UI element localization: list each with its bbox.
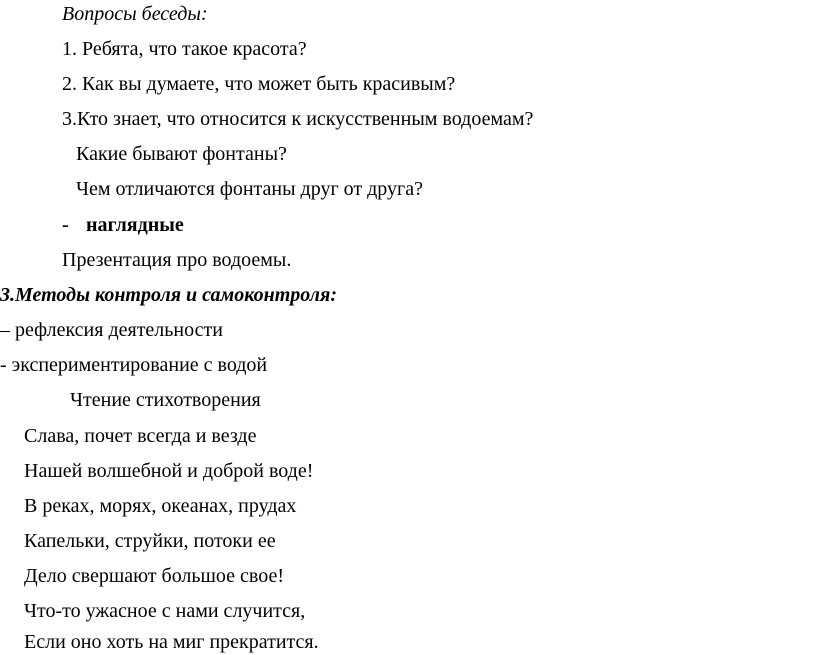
poem-line-3: В реках, морях, океанах, прудах: [24, 495, 297, 517]
poem-line-6: Что-то ужасное с нами случится,: [24, 600, 306, 622]
poem-line-2: Нашей волшебной и доброй воде!: [24, 460, 314, 482]
questions-heading: Вопросы беседы:: [62, 3, 208, 25]
question-sub-item-1: Какие бывают фонтаны?: [76, 143, 287, 165]
control-method-item-2: - экспериментирование с водой: [0, 354, 268, 376]
question-sub-item-2: Чем отличаются фонтаны друг от друга?: [76, 178, 423, 200]
poem-line-5: Дело свершают большое свое!: [24, 565, 285, 587]
poem-title: Чтение стихотворения: [70, 389, 261, 411]
poem-line-1: Слава, почет всегда и везде: [24, 425, 257, 447]
control-method-item-1: – рефлексия деятельности: [0, 319, 223, 341]
visual-methods-text: Презентация про водоемы.: [62, 249, 292, 271]
control-methods-heading: 3.Методы контроля и самоконтроля:: [0, 284, 337, 306]
dash-bullet: -: [62, 214, 69, 236]
question-item-3: 3.Кто знает, что относится к искусственным водоемам?: [62, 108, 534, 130]
visual-methods-item: [62, 213, 184, 237]
visual-methods-label: наглядные: [86, 214, 184, 236]
poem-line-4: Капельки, струйки, потоки ее: [24, 530, 276, 552]
question-item-2: 2. Как вы думаете, что может быть красивым?: [62, 73, 456, 95]
poem-line-7: Если оно хоть на миг прекратится.: [24, 631, 319, 653]
question-item-1: 1. Ребята, что такое красота?: [62, 38, 307, 60]
